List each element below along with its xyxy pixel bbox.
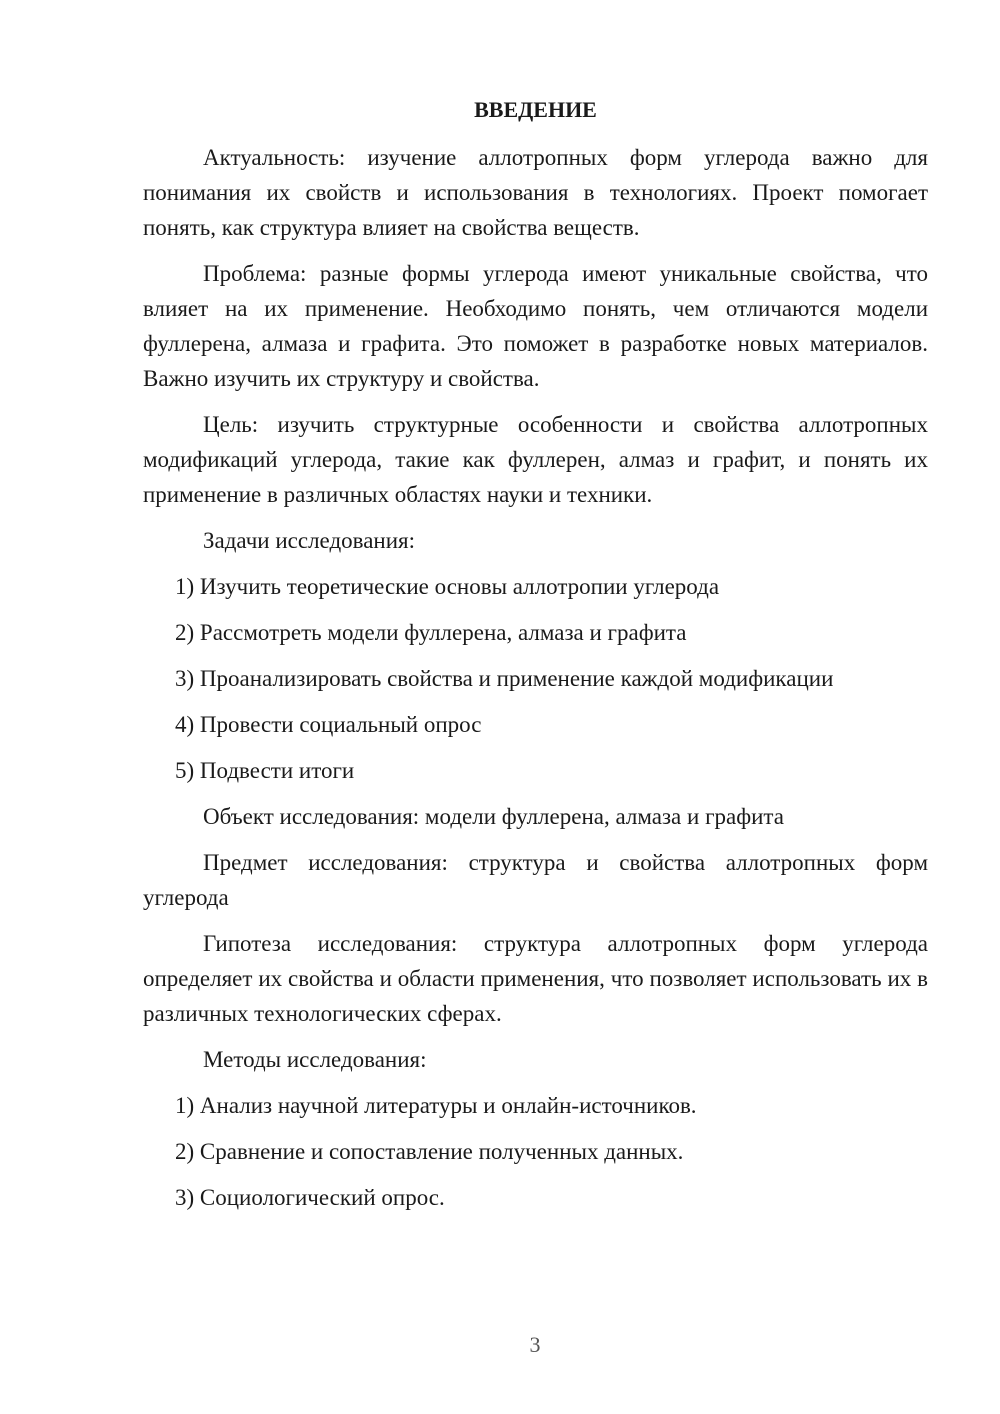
- task-item: 1) Изучить теоретические основы аллотропии углерода: [175, 574, 720, 599]
- page-number: 3: [529, 1332, 541, 1357]
- task-item: 3) Проанализировать свойства и применение каждой модификации: [175, 666, 834, 691]
- method-item: 1) Анализ научной литературы и онлайн-источников.: [175, 1093, 697, 1118]
- method-item: 3) Социологический опрос.: [175, 1185, 445, 1210]
- task-item: 2) Рассмотреть модели фуллерена, алмаза и графита: [175, 620, 687, 645]
- problem-paragraph: Проблема: разные формы углерода имеют уникальные свойства, что влияет на их применение. Необходимо понять, чем отличаются модели фуллерена, алмаза и графита. Это поможет в разработке новых материалов. Важно изучить их структуру и свойства.: [143, 261, 928, 391]
- methods-heading: Методы исследования:: [203, 1047, 427, 1072]
- subject-paragraph: Предмет исследования: структура и свойства аллотропных форм углерода: [143, 850, 928, 910]
- tasks-heading: Задачи исследования:: [203, 528, 416, 553]
- object-paragraph: Объект исследования: модели фуллерена, алмаза и графита: [203, 804, 784, 829]
- page-title: ВВЕДЕНИЕ: [474, 97, 597, 122]
- task-item: 5) Подвести итоги: [175, 758, 355, 783]
- hypothesis-paragraph: Гипотеза исследования: структура аллотропных форм углерода определяет их свойства и области применения, что позволяет использовать их в различных технологических сферах.: [143, 931, 928, 1026]
- goal-paragraph: Цель: изучить структурные особенности и свойства аллотропных модификаций углерода, такие как фуллерен, алмаз и графит, и понять их применение в различных областях науки и техники.: [143, 412, 928, 507]
- document-page: [143, 92, 928, 1226]
- task-item: 4) Провести социальный опрос: [175, 712, 482, 737]
- method-item: 2) Сравнение и сопоставление полученных данных.: [175, 1139, 684, 1164]
- relevance-paragraph: Актуальность: изучение аллотропных форм углерода важно для понимания их свойств и использования в технологиях. Проект помогает понять, как структура влияет на свойства веществ.: [143, 145, 928, 240]
